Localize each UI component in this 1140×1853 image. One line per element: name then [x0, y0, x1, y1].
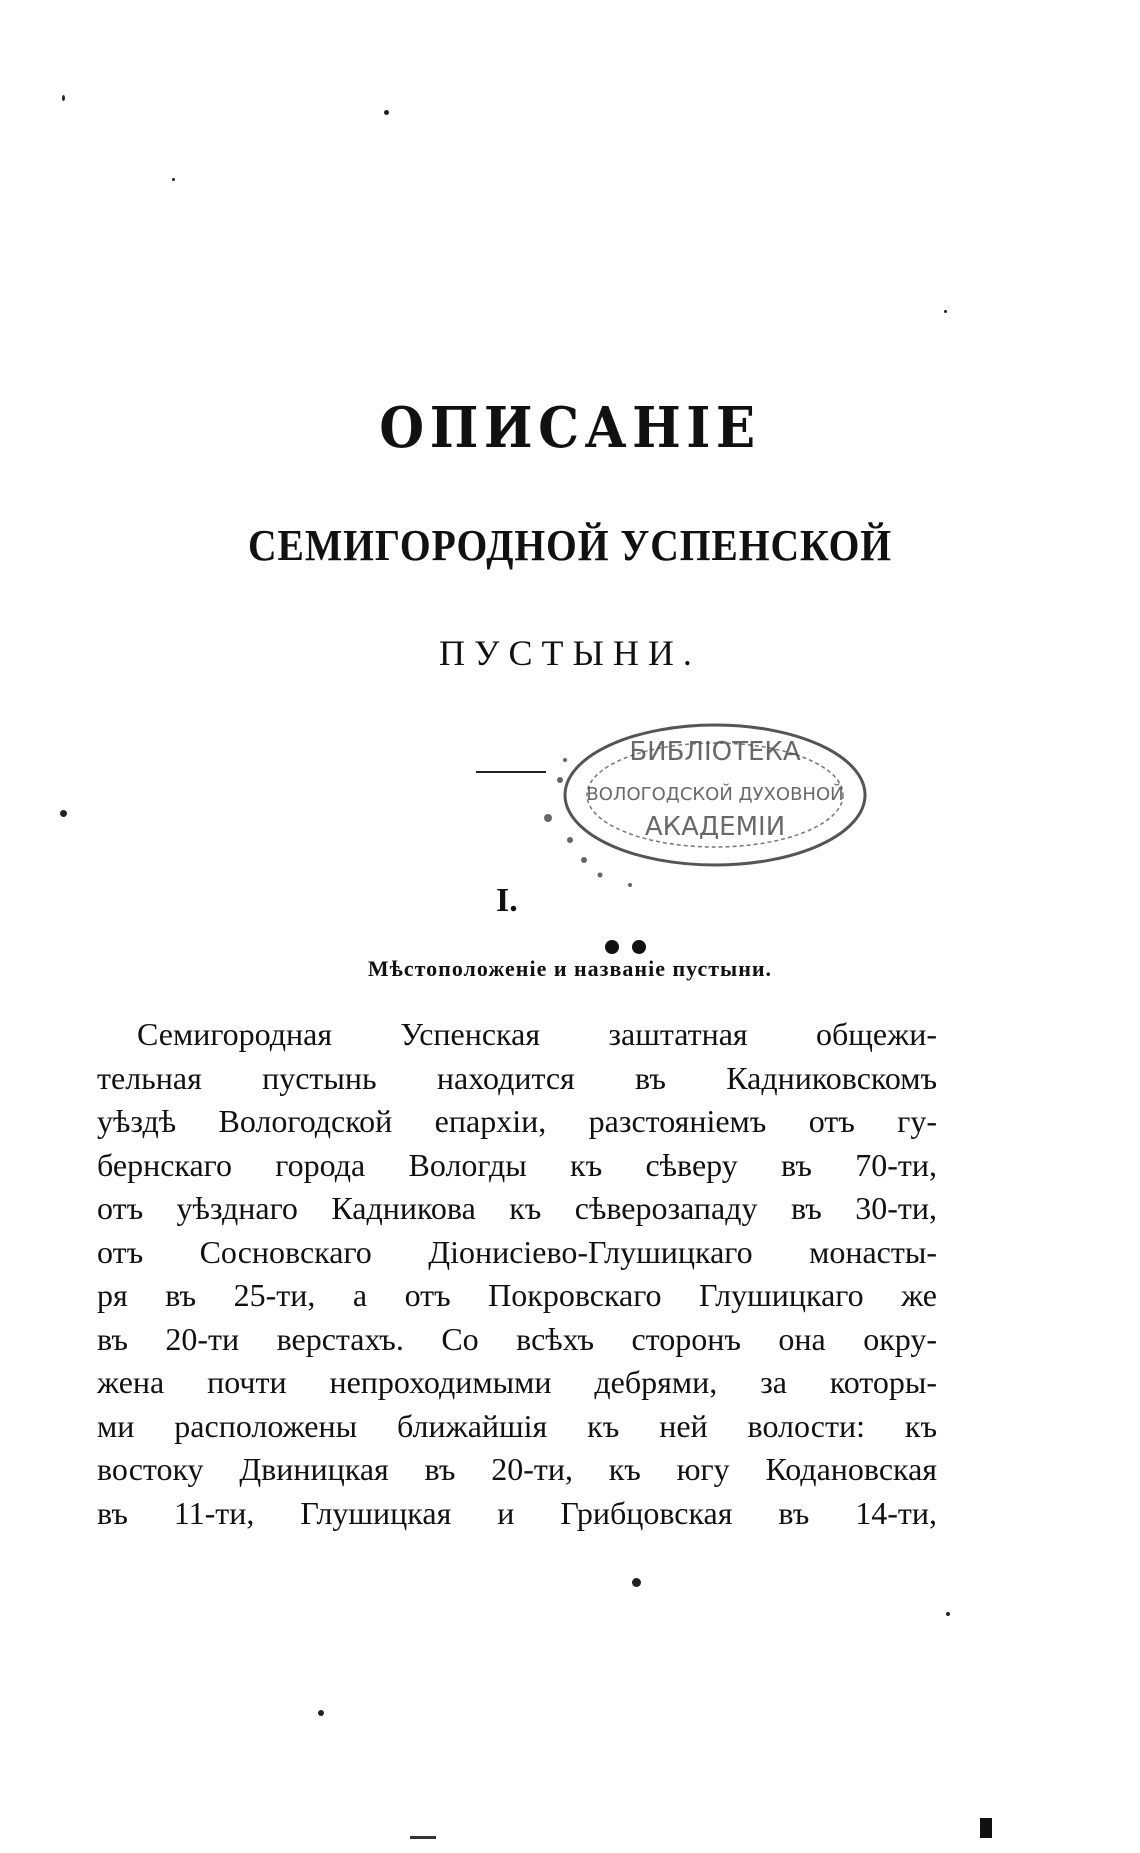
body-line: отъ Сосновскаго Діонисіево-Глушицкаго монасты- [97, 1233, 937, 1270]
section-number: I. [496, 882, 518, 919]
body-line: Семигородная Успенская заштатная общежи- [137, 1016, 937, 1052]
print-speck [632, 1578, 641, 1587]
stamp-text: ВОЛОГОДСКОЙ ДУХОВНОЙ [586, 784, 844, 805]
stamp-text: АКАДЕМІИ [644, 812, 786, 842]
body-line: въ 20-ти верстахъ. Со всѣхъ сторонъ она окру- [97, 1320, 937, 1357]
body-line: ми расположены ближайшія къ ней волости: къ [97, 1407, 937, 1444]
print-speck [62, 95, 65, 101]
body-line: въ 11-ти, Глушицкая и Грибцовская въ 14-ти, [97, 1494, 937, 1531]
print-speck [318, 1710, 324, 1716]
body-line: отъ уѣзднаго Кадникова къ сѣверозападу въ 30-ти, [97, 1190, 937, 1226]
body-line: востоку Двиницкая въ 20-ти, къ югу Кодановская [97, 1451, 937, 1487]
print-speck [172, 178, 175, 181]
ornament-dot-right [632, 940, 646, 954]
library-stamp [540, 700, 880, 930]
print-speck [946, 1612, 950, 1616]
print-speck [60, 810, 67, 817]
print-speck [384, 110, 389, 115]
subtitle-line-1: СЕМИГОРОДНОЙ УСПЕНСКОЙ [248, 521, 892, 570]
body-line: уѣздѣ Вологодской епархіи, разстояніемъ отъ гу- [97, 1103, 937, 1139]
body-paragraph [97, 1013, 937, 1535]
body-line: тельная пустынь находится въ Кадниковскомъ [97, 1059, 937, 1096]
body-line: жена почти непроходимыми дебрями, за которы- [97, 1364, 937, 1400]
print-speck [944, 310, 947, 313]
body-line: бернскаго города Вологды къ сѣверу въ 70-ти, [97, 1146, 937, 1183]
divider-rule [476, 771, 546, 773]
print-speck [410, 1836, 436, 1839]
print-speck [980, 1818, 992, 1838]
section-heading: Мѣстоположеніе и названіе пустыни. [367, 956, 773, 981]
page-title: ОПИСАНІЕ [379, 395, 761, 461]
ornament-dot-left [605, 940, 619, 954]
body-line: ря въ 25-ти, а отъ Покровскаго Глушицкаго же [97, 1277, 937, 1313]
stamp-text: БИБЛІОТЕКА [629, 737, 801, 767]
subtitle-line-2: ПУСТЫНИ. [439, 633, 701, 673]
